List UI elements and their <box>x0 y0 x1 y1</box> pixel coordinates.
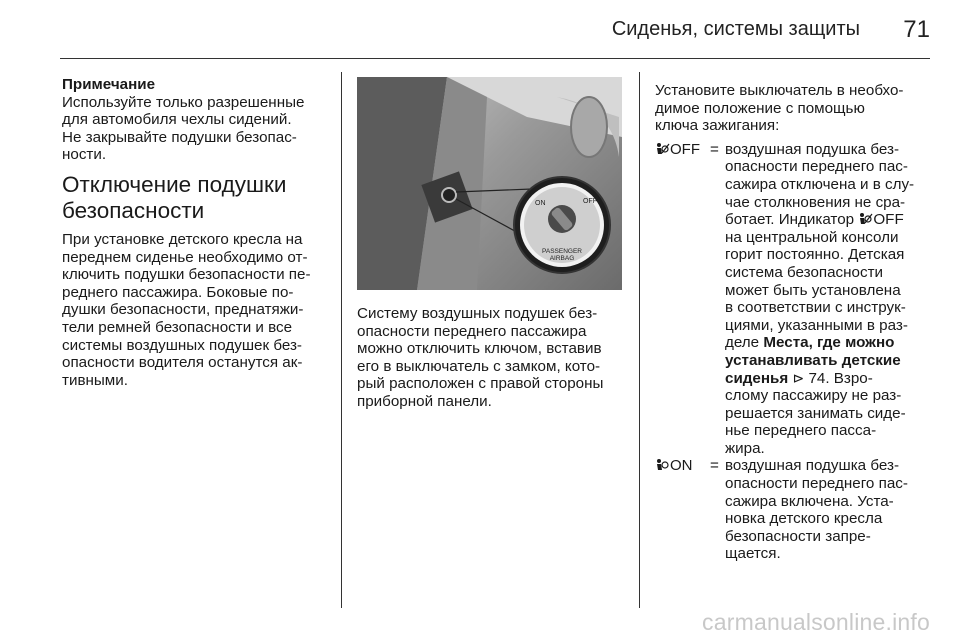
column-divider <box>639 72 640 608</box>
paragraph-line: При установке детского кресла на <box>62 230 303 248</box>
page-reference: 74. Взро- <box>804 369 873 387</box>
airbag-switch-photo <box>357 77 622 290</box>
def-line: сажира отключена и в слу- <box>725 175 915 193</box>
note-line: Используйте только разрешенные <box>62 93 305 111</box>
def-line: воздушная подушка без- <box>725 140 900 158</box>
off-term-label: OFF <box>670 140 700 158</box>
paragraph-line: ключить подушки безопасности пе- <box>62 266 311 284</box>
def-line: щается. <box>725 545 781 563</box>
paragraph-line: переднем сиденье необходимо от- <box>62 248 308 266</box>
def-line <box>725 211 925 229</box>
header-rule <box>60 58 930 59</box>
page-header <box>60 16 930 50</box>
paragraph-line: тивными. <box>62 371 128 389</box>
note-title: Примечание <box>62 76 156 93</box>
column-right <box>655 60 925 608</box>
intro <box>655 82 925 135</box>
column-divider <box>341 72 342 608</box>
indicator-label: OFF <box>873 211 904 229</box>
def-line: новка детского кресла <box>725 510 883 528</box>
paragraph-line: душки безопасности, преднатяжи- <box>62 301 304 319</box>
watermark: carmanualsonline.info <box>702 609 930 635</box>
heading-line: безопасности <box>62 197 205 223</box>
paragraph-line: системы воздушных подушек без- <box>62 336 302 354</box>
switch-passenger-label: PASSENGER <box>542 248 582 255</box>
page-number: 71 <box>903 16 930 43</box>
def-line: циями, указанными в раз- <box>725 316 908 334</box>
cross-reference-link[interactable]: сиденья <box>725 369 789 387</box>
page-reference-arrow-icon: ⊳ <box>792 369 805 386</box>
def-text-segment: ботает. Индикатор <box>725 211 855 229</box>
def-line: слому пассажиру не раз- <box>725 387 902 405</box>
def-line: жира. <box>725 439 765 457</box>
column-left <box>62 60 324 608</box>
note-line: ности. <box>62 146 107 164</box>
paragraph-line: тели ремней безопасности и все <box>62 318 293 336</box>
cross-reference-link[interactable]: Места, где можно <box>763 334 895 352</box>
switch-off-label: OFF <box>583 198 597 205</box>
airbag-on-icon <box>655 458 670 471</box>
off-term <box>655 141 700 159</box>
off-description <box>725 141 925 458</box>
def-line <box>725 370 925 388</box>
airbag-switch-illustration <box>357 77 622 290</box>
intro-line: Установите выключатель в необхо- <box>655 82 904 99</box>
paragraph-line: реднего пассажира. Боковые по- <box>62 283 294 301</box>
note-line: Не закрывайте подушки безопас- <box>62 128 297 146</box>
def-line: воздушная подушка без- <box>725 457 900 475</box>
airbag-off-icon <box>655 142 670 155</box>
section-heading <box>62 172 324 224</box>
column-middle <box>357 60 622 608</box>
def-line <box>725 334 925 352</box>
caption-line: можно отключить ключом, вставив <box>357 340 602 358</box>
def-line: сажира включена. Уста- <box>725 492 894 510</box>
definition-off <box>655 141 925 458</box>
on-description <box>725 457 925 563</box>
paragraph-line: опасности водителя останутся ак- <box>62 354 303 372</box>
caption-line: Систему воздушных подушек без- <box>357 305 598 322</box>
def-line: решается занимать сиде- <box>725 404 906 422</box>
caption-line: опасности переднего пассажира <box>357 322 587 340</box>
def-line: нье переднего пасса- <box>725 422 877 440</box>
switch-airbag-label: AIRBAG <box>549 255 575 262</box>
switch-on-label: ON <box>535 200 546 207</box>
note-line: для автомобиля чехлы сидений. <box>62 111 292 129</box>
intro-line: ключа зажигания: <box>655 117 780 135</box>
def-line: чае столкновения не сра- <box>725 193 906 211</box>
figure-caption <box>357 305 622 411</box>
caption-line: приборной панели. <box>357 392 492 410</box>
equals-sign: = <box>710 140 719 158</box>
def-line: в соответствии с инструк- <box>725 299 906 317</box>
heading-line: Отключение подушки <box>62 171 287 197</box>
def-line: система безопасности <box>725 263 884 281</box>
paragraph <box>62 231 324 389</box>
def-line: может быть установлена <box>725 281 901 299</box>
caption-line: его в выключатель с замком, кото- <box>357 357 601 375</box>
equals-sign: = <box>710 457 719 475</box>
def-line: безопасности запре- <box>725 527 871 545</box>
airbag-off-icon <box>858 212 873 225</box>
def-line: опасности переднего пас- <box>725 158 908 176</box>
on-term-label: ON <box>670 457 693 475</box>
note <box>62 60 324 164</box>
definition-on <box>655 457 925 563</box>
def-line: горит постоянно. Детская <box>725 246 905 264</box>
cross-reference-link[interactable]: устанавливать детские <box>725 351 901 369</box>
def-text-segment: деле <box>725 334 764 352</box>
def-line: опасности переднего пас- <box>725 475 908 493</box>
def-line: на центральной консоли <box>725 228 899 246</box>
caption-line: рый расположен с правой стороны <box>357 375 604 393</box>
intro-line: димое положение с помощью <box>655 99 865 117</box>
on-term <box>655 457 693 475</box>
running-title: Сиденья, системы защиты <box>611 18 860 40</box>
